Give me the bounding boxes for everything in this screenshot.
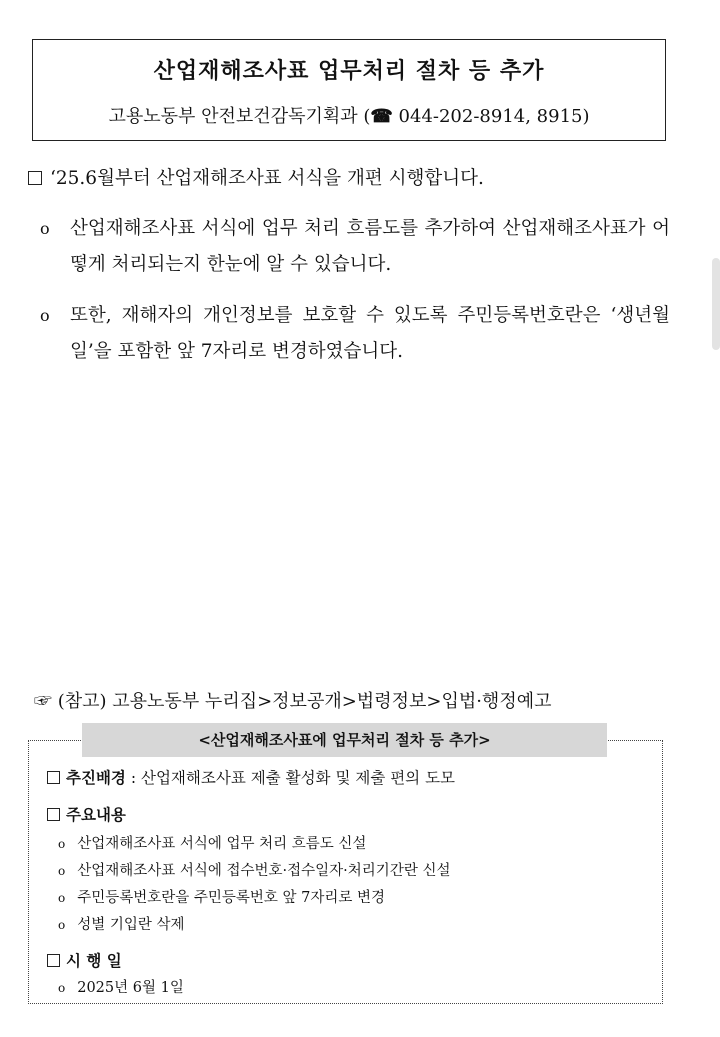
content-label: 주요내용 — [66, 805, 126, 824]
summary-lead — [28, 164, 484, 190]
department-contact — [33, 102, 665, 128]
document-title: 산업재해조사표 업무처리 절차 등 추가 — [153, 58, 545, 84]
content-item-text: 산업재해조사표 서식에 접수번호·접수일자·처리기간란 신설 — [77, 863, 451, 879]
department-name: 고용노동부 안전보건감독기획과 ( — [108, 106, 371, 127]
content-item — [58, 859, 450, 880]
effective-date: 2025년 6월 1일 — [77, 980, 184, 996]
bullet-circle-icon: o — [40, 219, 50, 238]
checkbox-square-icon — [47, 808, 60, 821]
summary-bullet-text: 산업재해조사표 서식에 업무 처리 흐름도를 추가하여 산업재해조사표가 어떻게 처리되는지 한눈에 알 수 있습니다. — [70, 218, 670, 275]
checkbox-square-icon — [47, 771, 60, 784]
background-line — [47, 766, 455, 788]
phone-number: 044-202-8914, 8915) — [392, 106, 590, 127]
checkbox-square-icon — [28, 171, 42, 185]
bullet-circle-icon: o — [58, 891, 66, 905]
reference-note: ☞ (참고) 고용노동부 누리집>정보공개>법령정보>입법·행정예고 — [34, 691, 552, 712]
scrollbar-thumb[interactable] — [712, 258, 720, 350]
background-text: : 산업재해조사표 제출 활성화 및 제출 편의 도모 — [125, 769, 456, 787]
bullet-circle-icon: o — [58, 981, 66, 995]
bullet-circle-icon: o — [58, 837, 66, 851]
summary-bullet — [40, 298, 670, 370]
content-item — [58, 886, 385, 907]
bullet-circle-icon: o — [58, 918, 66, 932]
content-item-text: 성별 기입란 삭제 — [77, 917, 185, 933]
background-label: 추진배경 — [66, 768, 126, 787]
title-box — [32, 39, 666, 141]
content-item-text: 주민등록번호란을 주민등록번호 앞 7자리로 변경 — [77, 890, 386, 906]
summary-lead-text: ‘25.6월부터 산업재해조사표 서식을 개편 시행합니다. — [50, 168, 484, 189]
bullet-circle-icon: o — [40, 306, 50, 325]
effective-date-item — [58, 976, 184, 997]
effective-heading — [47, 949, 122, 971]
summary-bullet-text: 또한, 재해자의 개인정보를 보호할 수 있도록 주민등록번호란은 ‘생년월일’을 포함한 앞 7자리로 변경하였습니다. — [70, 305, 670, 362]
content-item — [58, 913, 185, 934]
effective-label: 시 행 일 — [66, 951, 122, 970]
bullet-circle-icon: o — [58, 864, 66, 878]
content-heading — [47, 803, 126, 825]
phone-icon: ☎ — [370, 106, 393, 127]
checkbox-square-icon — [47, 954, 60, 967]
summary-bullet — [40, 211, 670, 283]
content-item — [58, 832, 366, 853]
content-item-text: 산업재해조사표 서식에 업무 처리 흐름도 신설 — [77, 836, 367, 852]
reference-box-title: <산업재해조사표에 업무처리 절차 등 추가> — [82, 723, 607, 757]
